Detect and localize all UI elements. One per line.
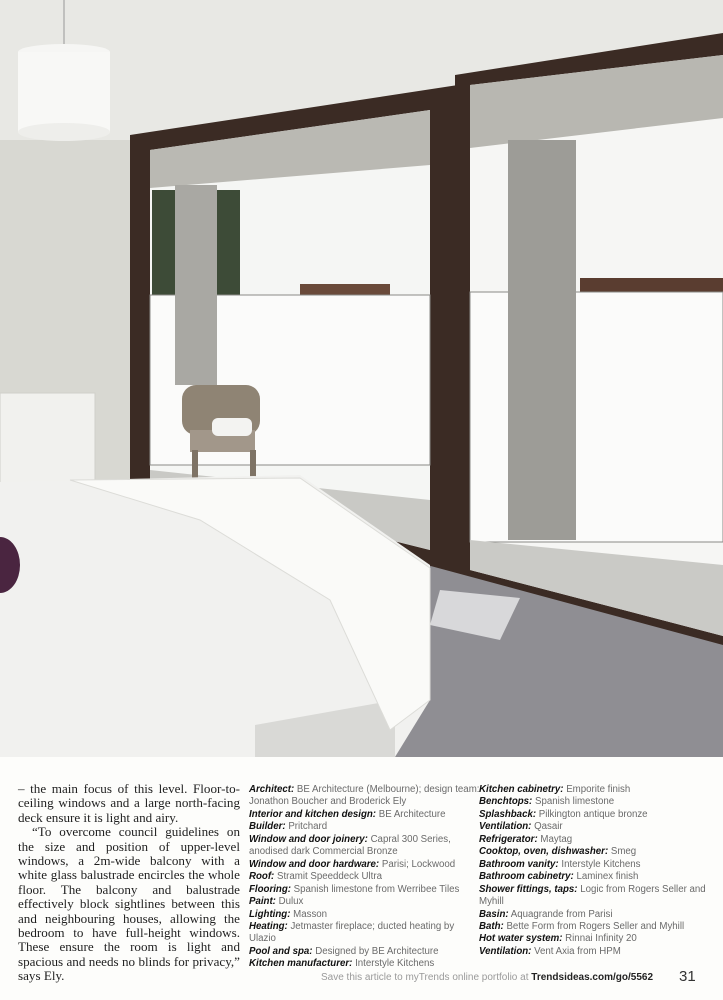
credit-label: Lighting: (249, 908, 291, 920)
credit-item (479, 884, 711, 909)
credit-item (249, 859, 481, 871)
article-paragraph: – the main focus of this level. Floor-to-ceiling windows and a large north-facing deck ensure it is light and airy. (18, 781, 240, 825)
credit-label: Cooktop, oven, dishwasher: (479, 846, 609, 858)
credit-item (249, 784, 481, 809)
credit-label: Window and door joinery: (249, 833, 368, 845)
credit-label: Pool and spa: (249, 945, 313, 957)
credit-value: Qasair (534, 821, 563, 833)
credit-value: Maytag (540, 833, 573, 845)
credit-value: Spanish limestone from Werribee Tiles (293, 883, 460, 895)
cabinet (0, 393, 95, 485)
article-paragraph: “To overcome council guidelines on the size and position of upper-level windows, a 2m-wide balcony with a white glass balustrade encircles the whole floor. The balcony and balustrade effectively block sightlines between this and neighbouring houses, allowing the bedroom to have full-height windows. These ensure the room is light and spacious and needs no blinds for privacy,” says Ely. (18, 824, 240, 984)
credit-item (249, 958, 481, 970)
credit-item (479, 834, 711, 846)
credit-label: Refrigerator: (479, 833, 538, 845)
credit-item (479, 909, 711, 921)
credit-value: Spanish limestone (534, 796, 615, 808)
credit-item (479, 821, 711, 833)
credit-value: Dulux (278, 896, 304, 908)
credit-item (249, 871, 481, 883)
credit-item (249, 946, 481, 958)
credit-item (479, 859, 711, 871)
credit-label: Paint: (249, 896, 276, 908)
credit-value: Interstyle Kitchens (355, 958, 435, 970)
credit-item (479, 946, 711, 958)
credit-item (479, 871, 711, 883)
credit-label: Ventilation: (479, 821, 532, 833)
credit-value: Jetmaster fireplace; ducted heating by Ulazio (249, 920, 455, 945)
credit-label: Ventilation: (479, 945, 532, 957)
credit-value: Interstyle Kitchens (561, 858, 641, 870)
concrete-column (175, 185, 217, 385)
credit-value: Designed by BE Architecture (315, 945, 439, 957)
credit-item (479, 796, 711, 808)
credit-label: Bath: (479, 920, 504, 932)
credit-label: Basin: (479, 908, 509, 920)
credit-label: Shower fittings, taps: (479, 883, 578, 895)
credit-label: Benchtops: (479, 796, 533, 808)
credit-item (479, 809, 711, 821)
credit-item (249, 834, 481, 859)
credit-value: BE Architecture (Melbourne); design team: Jonathon Boucher and Broderick Ely (249, 784, 480, 808)
credit-item (249, 884, 481, 896)
credit-label: Hot water system: (479, 933, 563, 945)
credit-value: Smeg (610, 846, 637, 858)
credits-column-1 (249, 784, 481, 971)
credit-label: Bathroom vanity: (479, 858, 559, 870)
credit-item (479, 933, 711, 945)
credit-value: Vent Axia from HPM (534, 945, 621, 957)
credit-value: Aquagrande from Parisi (510, 908, 613, 920)
credit-item (249, 909, 481, 921)
balustrade-right (470, 292, 723, 542)
page-number: 31 (679, 968, 696, 985)
credit-value: Stramit Speeddeck Ultra (277, 871, 382, 883)
credit-value: Masson (293, 908, 328, 920)
credit-item (479, 846, 711, 858)
credit-item (479, 921, 711, 933)
credit-value: Logic from Rogers Seller and Myhill (479, 883, 706, 908)
credit-value: Emporite finish (566, 784, 631, 795)
credit-value: Bette Form from Rogers Seller and Myhill (506, 920, 685, 932)
credit-label: Roof: (249, 871, 275, 883)
credit-label: Architect: (249, 784, 295, 795)
credit-label: Kitchen manufacturer: (249, 958, 353, 970)
credit-item (249, 896, 481, 908)
credit-label: Flooring: (249, 883, 291, 895)
credit-item (249, 809, 481, 821)
credit-value: Laminex finish (576, 871, 639, 883)
credit-label: Window and door hardware: (249, 858, 380, 870)
credit-item (479, 784, 711, 796)
footer-text: Save this article to myTrends online portfolio at (320, 972, 532, 983)
credit-value: Pritchard (288, 821, 328, 833)
concrete-column (508, 140, 576, 540)
credit-label: Builder: (249, 821, 286, 833)
credit-value: Parisi; Lockwood (381, 858, 456, 870)
credit-label: Kitchen cabinetry: (479, 784, 564, 795)
roof (300, 284, 390, 296)
credit-value: Capral 300 Series, anodised dark Commercial Bronze (249, 833, 451, 858)
credit-item (249, 921, 481, 946)
credit-label: Bathroom cabinetry: (479, 871, 574, 883)
credit-label: Heating: (249, 920, 288, 932)
credit-item (249, 821, 481, 833)
credit-label: Splashback: (479, 808, 537, 820)
credit-label: Interior and kitchen design: (249, 808, 377, 820)
credit-value: BE Architecture (378, 808, 446, 820)
footer (321, 972, 653, 983)
article-link[interactable]: Trendsideas.com/go/5562 (531, 972, 653, 983)
credits-column-2 (479, 784, 711, 958)
credit-value: Pilkington antique bronze (538, 808, 648, 820)
credit-value: Rinnai Infinity 20 (565, 933, 637, 945)
article-body (18, 782, 240, 984)
